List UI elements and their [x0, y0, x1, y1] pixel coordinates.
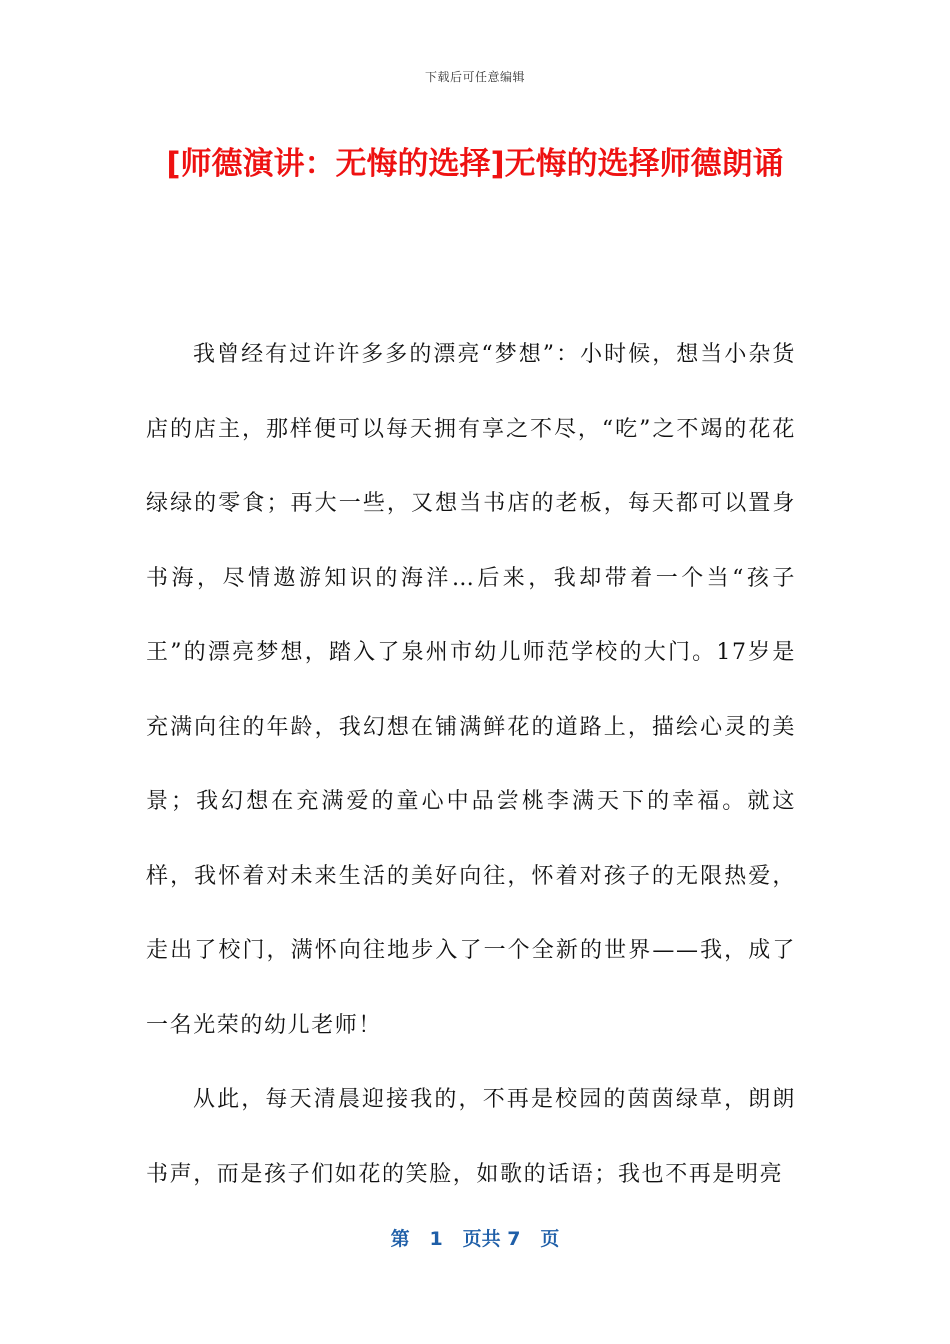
paragraph-1: 我曾经有过许许多多的漂亮“梦想”：小时候，想当小杂货店的店主，那样便可以每天拥有享之不尽，“吃”之不竭的花花绿绿的零食；再大一些，又想当书店的老板，每天都可以置身书海，尽情遨游知识的海洋…后来，我却带着一个当“孩子王”的漂亮梦想，踏入了泉州市幼儿师范学校的大门。17岁是充满向往的年龄，我幻想在铺满鲜花的道路上，描绘心灵的美景；我幻想在充满爱的童心中品尝桃李满天下的幸福。就这样，我怀着对未来生活的美好向往，怀着对孩子的无限热爱，走出了校门，满怀向往地步入了一个全新的世界——我，成了一名光荣的幼儿老师！ [146, 342, 796, 1038]
current-page-number: 1 [429, 1228, 443, 1250]
document-title: [师德演讲：无悔的选择]无悔的选择师德朗诵 [166, 146, 784, 182]
page-label-middle: 页共 [462, 1228, 501, 1250]
page-number-footer [0, 1224, 950, 1251]
paragraph-2: 从此，每天清晨迎接我的，不再是校园的茵茵绿草，朗朗书声，而是孩子们如花的笑脸，如歌的话语；我也不再是明亮 [146, 1087, 796, 1187]
page-label-prefix: 第 [390, 1228, 410, 1250]
page-label-suffix: 页 [540, 1228, 560, 1250]
total-pages-number: 7 [507, 1228, 521, 1250]
header-note: 下载后可任意编辑 [424, 70, 525, 84]
document-body [146, 318, 796, 1212]
